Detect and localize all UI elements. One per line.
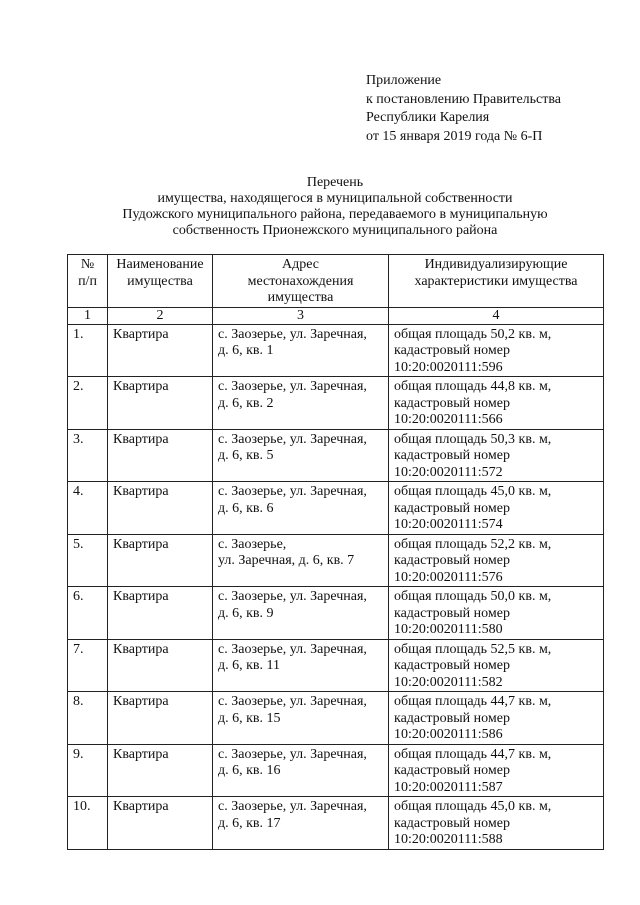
table-row (68, 534, 604, 587)
column-number: 1 (68, 307, 108, 324)
title-line: Пудожского муниципального района, передаваемого в муниципальную (122, 207, 548, 222)
details-line: общая площадь 45,0 кв. м, (394, 799, 552, 814)
property-name-text: Квартира (113, 484, 169, 499)
header-text: имущества (127, 273, 193, 289)
property-details (389, 744, 604, 797)
appendix-line: Республики Карелия (366, 110, 490, 125)
details-line: 10:20:0020111:576 (394, 569, 503, 585)
property-details (389, 534, 604, 587)
row-number-text: 6. (73, 589, 84, 604)
address-line: с. Заозерье, (218, 536, 287, 552)
property-name-text: Квартира (113, 799, 169, 814)
row-number-text: 9. (73, 746, 84, 762)
table-row (68, 324, 604, 377)
address-line: д. 6, кв. 16 (218, 763, 281, 778)
details-line: 10:20:0020111:580 (394, 622, 503, 637)
property-details (389, 377, 604, 430)
row-number-text: 7. (73, 641, 84, 657)
address-line: д. 6, кв. 17 (218, 815, 281, 831)
property-address (213, 692, 389, 745)
property-name-text: Квартира (113, 536, 169, 552)
header-text: Адрес (281, 257, 319, 272)
details-line: кадастровый номер (394, 710, 510, 726)
property-name (108, 744, 213, 797)
table-header-row (68, 255, 604, 308)
property-name (108, 587, 213, 640)
appendix-line: Приложение (366, 73, 442, 88)
property-name-text: Квартира (113, 379, 169, 394)
details-line: кадастровый номер (394, 815, 510, 831)
header-text: Наименование (116, 257, 204, 272)
property-table (67, 254, 604, 850)
address-line: д. 6, кв. 2 (218, 395, 274, 411)
table-row (68, 482, 604, 535)
document-title (67, 175, 603, 239)
header-text: характеристики имущества (414, 273, 578, 289)
details-line: 10:20:0020111:582 (394, 674, 503, 690)
address-line: д. 6, кв. 6 (218, 500, 274, 516)
property-address (213, 744, 389, 797)
property-address (213, 377, 389, 430)
details-line: 10:20:0020111:566 (394, 412, 503, 427)
row-number-text: 3. (73, 431, 84, 447)
row-number-text: 8. (73, 694, 84, 709)
address-line: с. Заозерье, ул. Заречная, (218, 589, 367, 604)
property-name-text: Квартира (113, 431, 169, 447)
address-line: с. Заозерье, ул. Заречная, (218, 641, 367, 657)
address-line: с. Заозерье, ул. Заречная, (218, 431, 367, 447)
appendix-line: от 15 января 2019 года № 6-П (366, 128, 543, 144)
property-name (108, 377, 213, 430)
table-row (68, 797, 604, 850)
address-line: с. Заозерье, ул. Заречная, (218, 484, 367, 499)
property-details (389, 692, 604, 745)
header-name (108, 255, 213, 308)
column-number: 2 (108, 307, 213, 324)
property-name-text: Квартира (113, 326, 169, 342)
details-line: общая площадь 52,2 кв. м, (394, 536, 552, 552)
property-address (213, 587, 389, 640)
row-number (68, 534, 108, 587)
table-row (68, 744, 604, 797)
header-address (213, 255, 389, 308)
table-row (68, 377, 604, 430)
header-number (68, 255, 108, 308)
title-line: собственность Прионежского муниципального района (172, 223, 498, 238)
details-line: общая площадь 44,7 кв. м, (394, 746, 552, 762)
title-line: имущества, находящегося в муниципальной собственности (157, 191, 513, 206)
property-name (108, 692, 213, 745)
details-line: 10:20:0020111:587 (394, 779, 503, 795)
property-name-text: Квартира (113, 641, 169, 657)
property-name (108, 534, 213, 587)
header-details (389, 255, 604, 308)
address-line: д. 6, кв. 15 (218, 710, 281, 726)
details-line: кадастровый номер (394, 500, 510, 516)
address-line: д. 6, кв. 9 (218, 605, 274, 621)
property-details (389, 587, 604, 640)
column-number: 4 (389, 307, 604, 324)
address-line: с. Заозерье, ул. Заречная, (218, 746, 367, 762)
address-line: с. Заозерье, ул. Заречная, (218, 799, 367, 814)
column-number-row (68, 307, 604, 324)
details-line: 10:20:0020111:572 (394, 464, 503, 480)
row-number-text: 5. (73, 536, 84, 552)
details-line: 10:20:0020111:596 (394, 359, 503, 375)
address-line: с. Заозерье, ул. Заречная, (218, 379, 367, 394)
property-details (389, 429, 604, 482)
property-name (108, 797, 213, 850)
address-line: д. 6, кв. 5 (218, 448, 274, 463)
row-number (68, 324, 108, 377)
property-name (108, 429, 213, 482)
table-row (68, 429, 604, 482)
property-name-text: Квартира (113, 694, 169, 709)
row-number-text: 1. (73, 326, 84, 342)
property-details (389, 324, 604, 377)
property-name (108, 324, 213, 377)
address-line: с. Заозерье, ул. Заречная, (218, 326, 367, 342)
header-text: п/п (78, 273, 97, 289)
property-name (108, 639, 213, 692)
row-number (68, 744, 108, 797)
row-number (68, 482, 108, 535)
property-address (213, 429, 389, 482)
header-text: Индивидуализирующие (424, 257, 568, 272)
details-line: 10:20:0020111:574 (394, 517, 503, 532)
details-line: кадастровый номер (394, 395, 510, 411)
row-number-text: 4. (73, 484, 84, 499)
appendix-line: к постановлению Правительства (366, 91, 562, 107)
details-line: кадастровый номер (394, 343, 510, 358)
details-line: общая площадь 45,0 кв. м, (394, 484, 552, 499)
details-line: кадастровый номер (394, 658, 510, 673)
row-number (68, 377, 108, 430)
header-text: имущества (267, 290, 334, 305)
row-number-text: 10. (73, 799, 91, 814)
address-line: с. Заозерье, ул. Заречная, (218, 694, 367, 709)
details-line: общая площадь 52,5 кв. м, (394, 641, 552, 657)
row-number (68, 587, 108, 640)
property-name-text: Квартира (113, 746, 169, 762)
details-line: кадастровый номер (394, 553, 510, 568)
details-line: 10:20:0020111:586 (394, 727, 503, 742)
property-name-text: Квартира (113, 589, 169, 604)
table-row (68, 639, 604, 692)
address-line: д. 6, кв. 1 (218, 343, 274, 358)
details-line: кадастровый номер (394, 605, 510, 621)
property-name (108, 482, 213, 535)
property-details (389, 482, 604, 535)
details-line: 10:20:0020111:588 (394, 832, 503, 847)
property-address (213, 639, 389, 692)
column-number: 3 (213, 307, 389, 324)
row-number (68, 429, 108, 482)
property-address (213, 482, 389, 535)
title-line: Перечень (306, 175, 364, 190)
details-line: кадастровый номер (394, 448, 510, 463)
address-line: д. 6, кв. 11 (218, 658, 281, 673)
property-address (213, 797, 389, 850)
property-details (389, 797, 604, 850)
row-number (68, 639, 108, 692)
details-line: общая площадь 50,0 кв. м, (394, 589, 552, 604)
table-row (68, 587, 604, 640)
header-text: № (80, 257, 95, 272)
property-address (213, 324, 389, 377)
details-line: общая площадь 50,3 кв. м, (394, 431, 552, 447)
appendix-header (366, 72, 561, 146)
table-row (68, 692, 604, 745)
row-number-text: 2. (73, 379, 84, 394)
details-line: общая площадь 44,7 кв. м, (394, 694, 552, 709)
property-address (213, 534, 389, 587)
header-text: местонахождения (247, 273, 354, 289)
details-line: кадастровый номер (394, 763, 510, 778)
details-line: общая площадь 50,2 кв. м, (394, 326, 552, 342)
row-number (68, 797, 108, 850)
property-details (389, 639, 604, 692)
row-number (68, 692, 108, 745)
details-line: общая площадь 44,8 кв. м, (394, 379, 552, 394)
address-line: ул. Заречная, д. 6, кв. 7 (218, 553, 355, 568)
